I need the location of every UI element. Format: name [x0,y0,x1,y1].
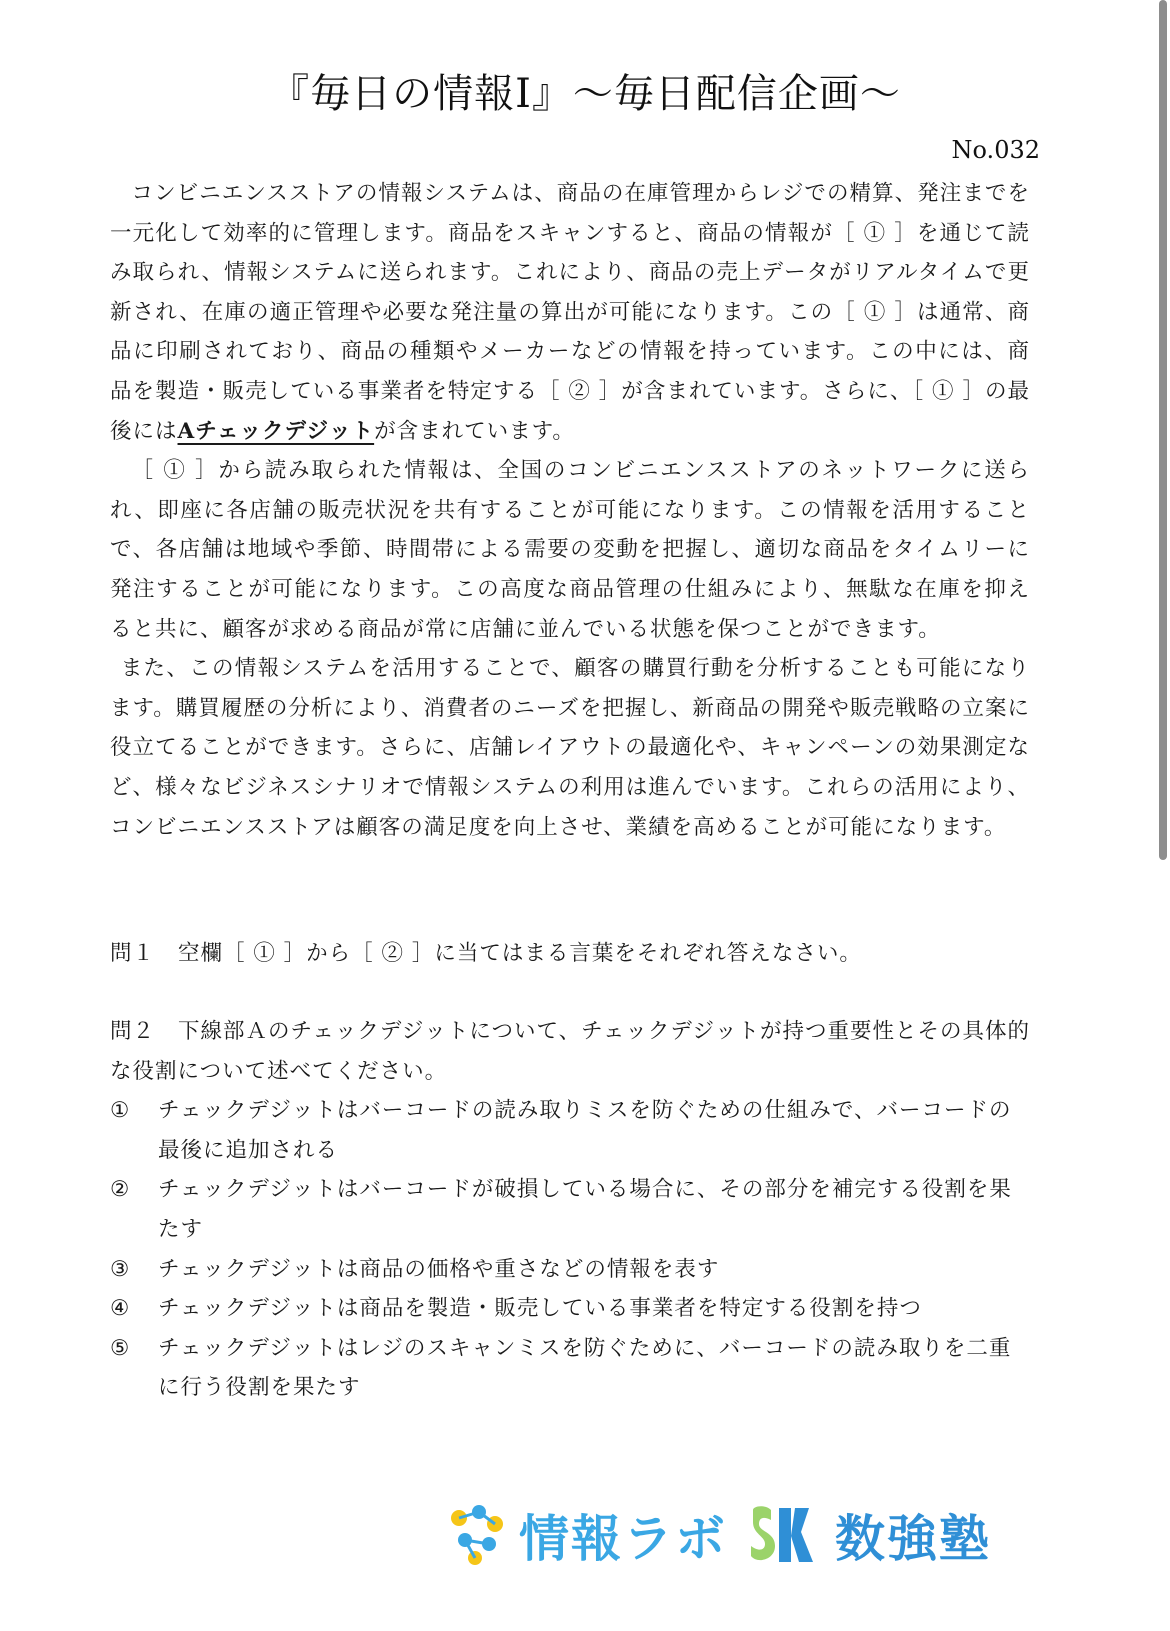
option-number: ③ [110,1256,131,1282]
option-number: ① [110,1098,131,1124]
scrollbar-track[interactable] [1156,0,1170,1631]
juku-logo-text: 数強塾 [835,1510,991,1568]
option-text: チェックデジットは商品を製造・販売している事業者を特定する役割を持つ [158,1296,922,1322]
passage [110,174,1030,847]
page-title: 『毎日の情報Ⅰ』〜毎日配信企画〜 [269,71,901,117]
question-2-label: 問２ [110,1019,156,1044]
paragraph-3: また、この情報システムを活用することで、顧客の購買行動を分析することも可能になります。購買履歴の分析により、消費者のニーズを把握し、新商品の開発や販売戦略の立案に役立てることができます。さらに、店舗レイアウトの最適化や、キャンペーンの効果測定など、様々なビジネスシナリオで情報システムの利用は進んでいます。これらの活用により、コンビニエンスストアは顧客の満足度を向上させ、業績を高めることが可能になります。 [110,656,1030,840]
option-text: チェックデジットは商品の価格や重さなどの情報を表す [158,1256,720,1282]
question-1 [110,934,1030,974]
question-1-label: 問１ [110,941,156,966]
answer-options [110,1091,1030,1408]
question-2-text: 下線部Ａのチェックデジットについて、チェックデジットが持つ重要性とその具体的な役割について述べてください。 [110,1019,1030,1084]
answer-option[interactable] [110,1329,1030,1408]
paragraph-1 [110,174,1030,451]
answer-option[interactable] [110,1170,1030,1249]
option-text: チェックデジットはバーコードの読み取りミスを防ぐための仕組みで、バーコードの最後に追加される [158,1098,1012,1163]
option-number: ④ [110,1296,131,1322]
paragraph-1-post: が含まれています。 [374,418,575,444]
juku-logo-icon [749,1502,829,1568]
answer-option[interactable] [110,1091,1030,1170]
document-number: No.032 [951,136,1040,164]
option-text: チェックデジットはレジのスキャンミスを防ぐために、バーコードの読み取りを二重に行う役割を果たす [158,1335,1012,1401]
option-number: ② [110,1177,131,1203]
question-2-stem [110,1012,1030,1091]
lab-logo-text: 情報ラボ [519,1510,727,1568]
footer-logos [445,1500,1035,1570]
question-1-text: 空欄［ ① ］から［ ② ］に当てはまる言葉をそれぞれ答えなさい。 [178,941,862,966]
underlined-term-a: Aチェックデジット [177,418,375,444]
scrollbar-thumb[interactable] [1159,0,1167,860]
option-number: ⑤ [110,1335,131,1361]
lab-logo-icon [445,1502,511,1568]
paragraph-2: ［ ① ］から読み取られた情報は、全国のコンビニエンスストアのネットワークに送られ、即座に各店舗の販売状況を共有することが可能になります。この情報を活用することで、各店舗は地域や季節、時間帯による需要の変動を把握し、適切な商品をタイムリーに発注することが可能になります。この高度な商品管理の仕組みにより、無駄な在庫を抑えると共に、顧客が求める商品が常に店舗に並んでいる状態を保つことができます。 [110,458,1030,642]
answer-option[interactable] [110,1250,1030,1290]
answer-option[interactable] [110,1289,1030,1329]
option-text: チェックデジットはバーコードが破損している場合に、その部分を補完する役割を果たす [158,1177,1012,1242]
question-2 [110,1012,1030,1408]
paragraph-1-pre: コンビニエンスストアの情報システムは、商品の在庫管理からレジでの精算、発注までを一元化して効率的に管理します。商品をスキャンすると、商品の情報が［ ① ］を通じて読み取られ、情報システムに送られます。これにより、商品の売上データがリアルタイムで更新され、在庫の適正管理や必要な発注量の算出が可能になります。この［ ① ］は通常、商品に印刷されており、商品の種類やメーカーなどの情報を持っています。この中には、商品を製造・販売している事業者を特定する［ ② ］が含まれています。さらに、［ ① ］の最後には [110,181,1030,444]
